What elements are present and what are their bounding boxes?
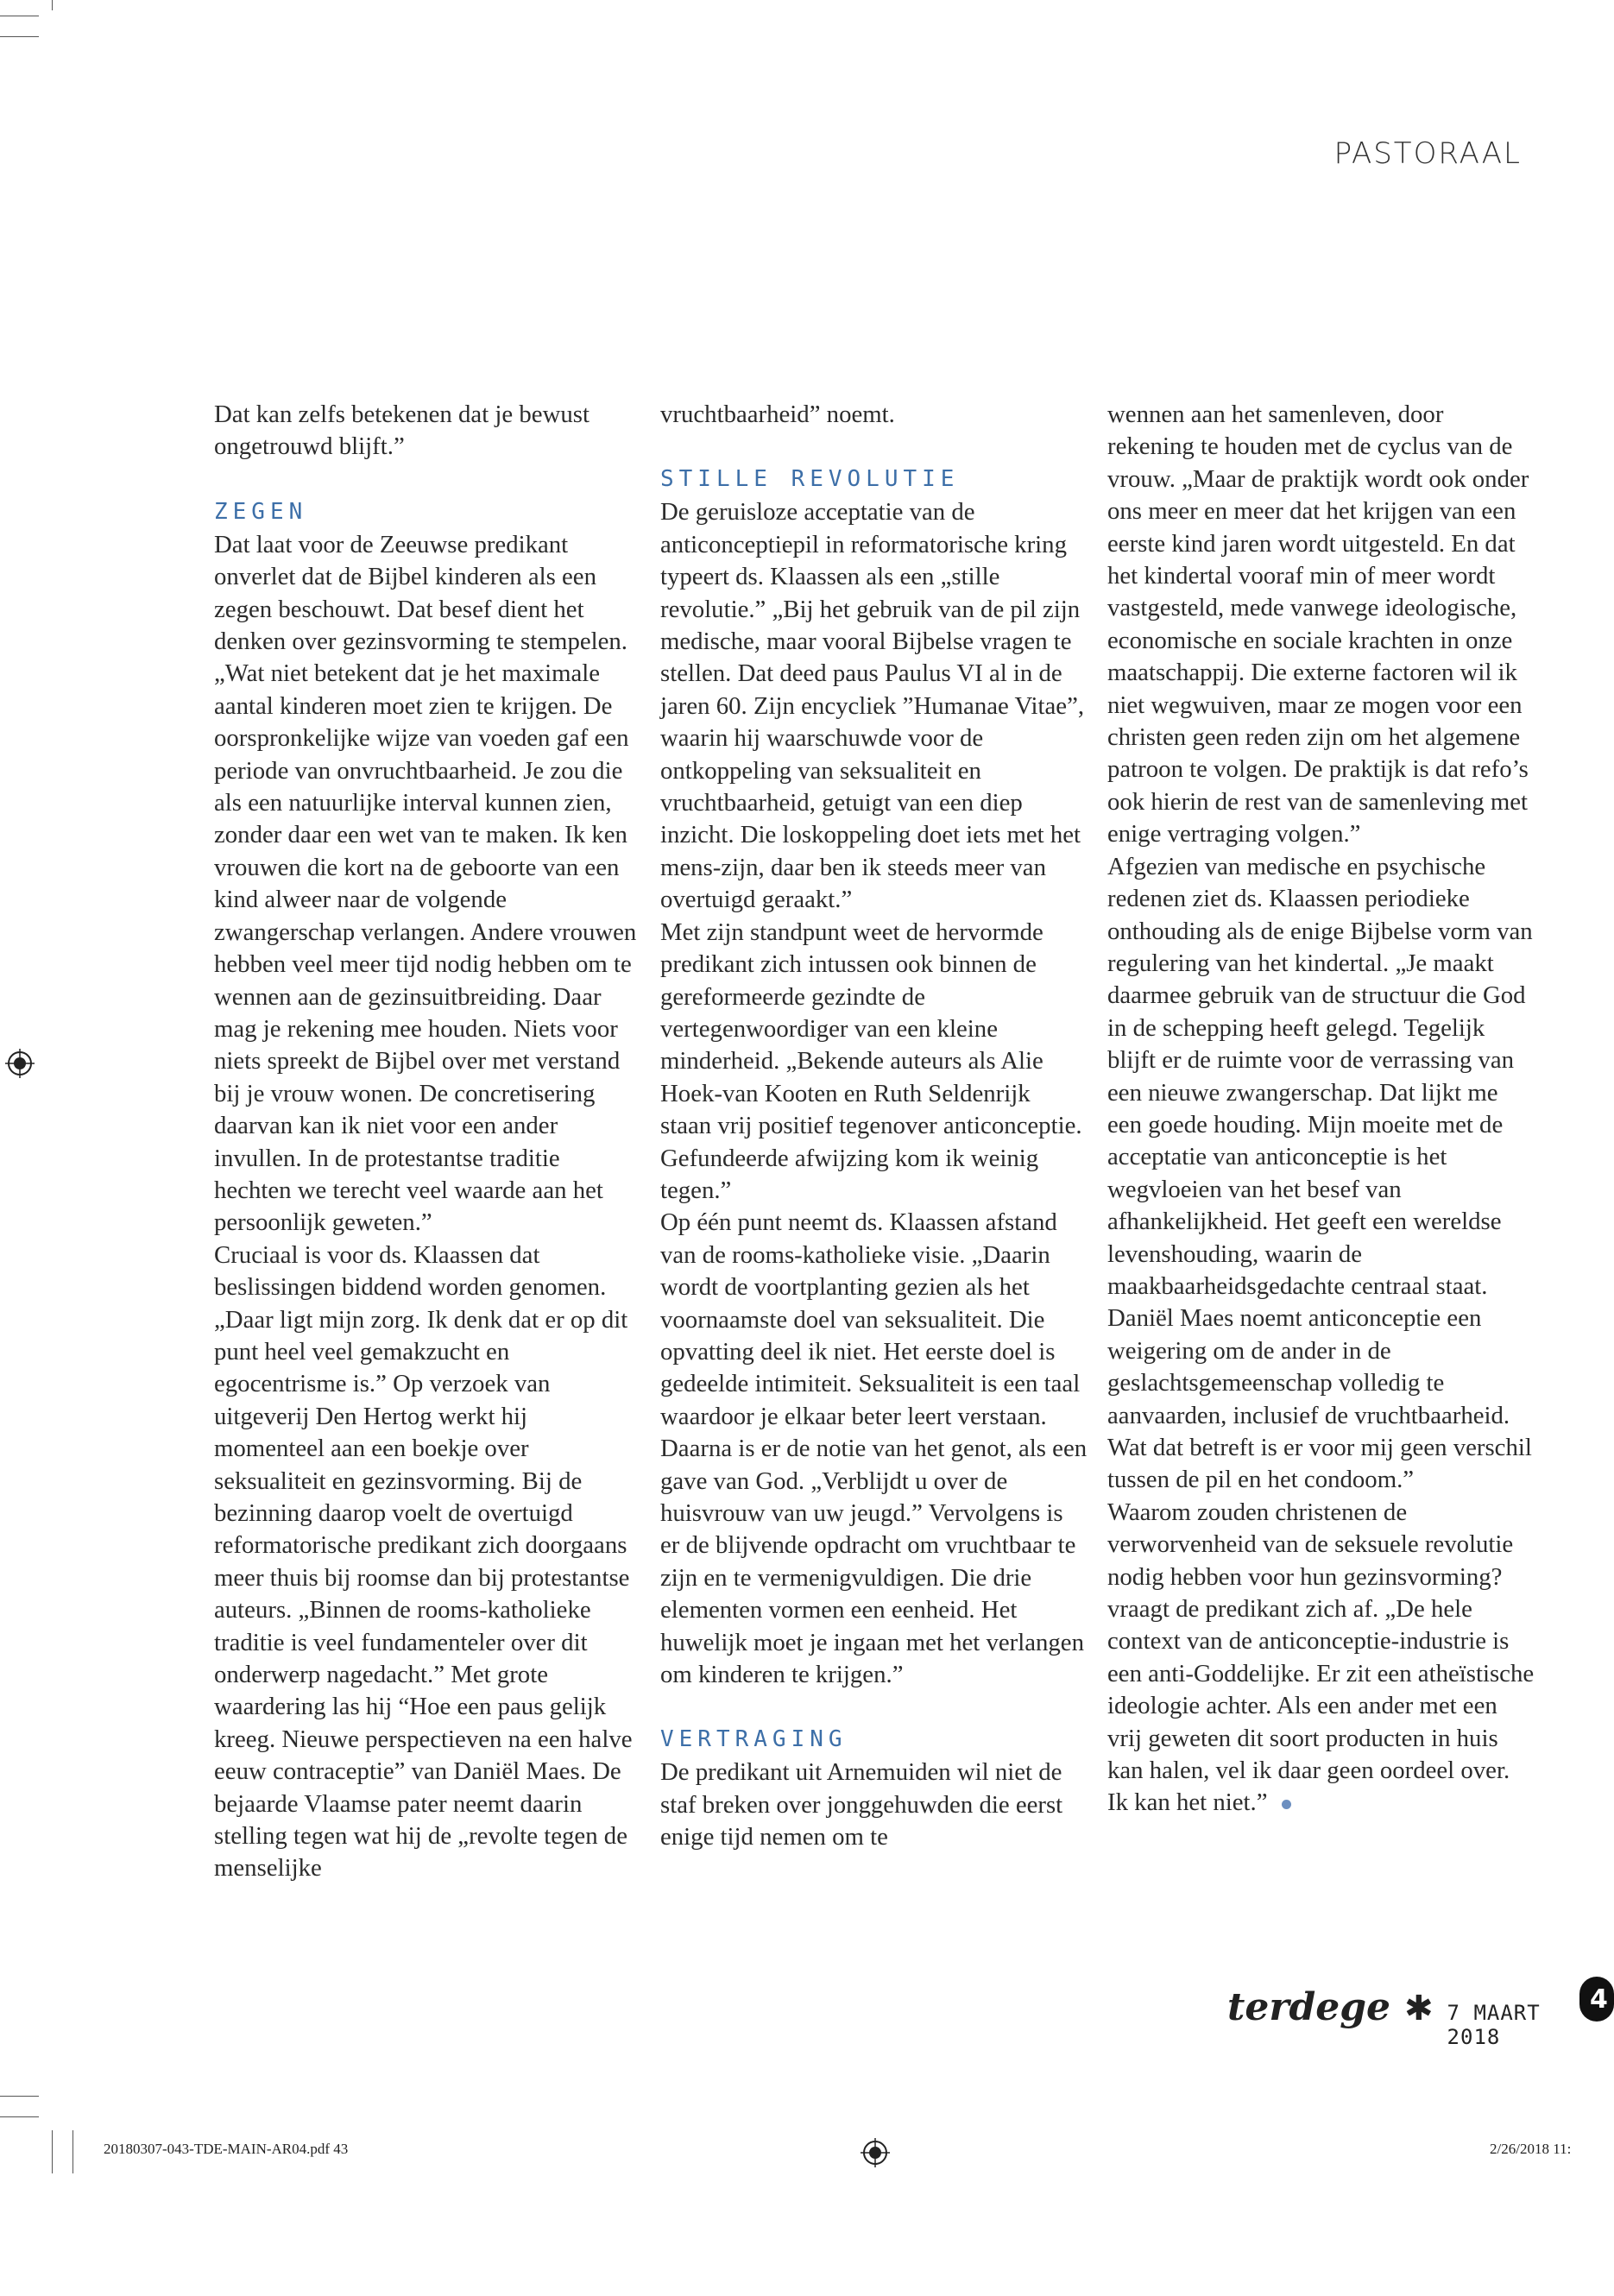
body-paragraph: De geruisloze acceptatie van de anticonceptiepil in reformatorische kring typeert ds. Klaassen als een „stille revolutie.” „Bij het gebruik van de pil zijn medische, maar vooral Bijbelse vragen te stellen. Dat deed paus Paulus VI al in de jaren 60. Zijn encycliek ”Humanae Vitae”, waarin hij waarschuwde voor de ontkoppeling van seksualiteit en vruchtbaarheid, getuigt van een diep inzicht. Die loskoppeling doet iets met het mens-zijn, daar ben ik steeds meer van overtuigd geraakt.”: [660, 498, 1085, 914]
article-column-3: [1107, 399, 1535, 1820]
page-number: 4: [1579, 1977, 1614, 2022]
section-heading: VERTRAGING: [660, 1726, 848, 1753]
body-paragraph: De predikant uit Arnemuiden wil niet de staf breken over jonggehuwden die eerst enige tijd nemen om te: [660, 1758, 1063, 1851]
crop-mark: [0, 36, 39, 37]
print-timestamp: 2/26/2018 11:: [1490, 2141, 1572, 2157]
body-paragraph: Dat kan zelfs betekenen dat je bewust ongetrouwd blijft.”: [214, 401, 589, 461]
registration-mark-icon: [861, 2138, 890, 2167]
body-paragraph: Met zijn standpunt weet de hervormde predikant zich intussen ook binnen de gereformeerde gezindte de vertegenwoordiger van een kleine minderheid. „Bekende auteurs als Alie Hoek-van Kooten en Ruth Seldenrijk staan vrij positief tegenover anticonceptie. Gefundeerde afwijzing kom ik weinig tegen.”: [660, 918, 1082, 1204]
star-separator: ✱: [1404, 1989, 1434, 2028]
body-paragraph: vruchtbaarheid” noemt.: [660, 401, 895, 428]
crop-mark: [0, 2096, 39, 2097]
body-paragraph: Waarom zouden christenen de verworvenheid van de seksuele revolutie nodig hebben voor hun gezinsvorming? vraagt de predikant zich af. „De hele context van de anticonceptie-industrie is een anti-Goddelijke. Er zit een atheïstische ideologie achter. Als een ander met een vrij geweten dit soort producten in huis kan halen, vel ik daar geen oordeel over. Ik kan het niet.”: [1107, 1498, 1535, 1817]
body-paragraph: Dat laat voor de Zeeuwse predikant onverlet dat de Bijbel kinderen als een zegen beschouwt. Dat besef dient het denken over gezinsvorming te stempelen. „Wat niet betekent dat je het maximale aantal kinderen moet zien te krijgen. De oorspronkelijke wijze van voeden gaf een periode van onvruchtbaarheid. Je zou die als een natuurlijke interval kunnen zien, zonder daar een wet van te maken. Ik ken vrouwen die kort na de geboorte van een kind alweer naar de volgende zwangerschap verlangen. Andere vrouwen hebben veel meer tijd nodig hebben om te wennen aan de gezinsuitbreiding. Daar mag je rekening mee houden. Niets voor niets spreekt de Bijbel over met verstand bij je vrouw wonen. De concretisering daarvan kan ik niet voor een ander invullen. In de protestantse traditie hechten we terecht veel waarde aan het persoonlijk geweten.”: [214, 530, 637, 1237]
article-column-1: [214, 399, 641, 1885]
body-paragraph: Op één punt neemt ds. Klaassen afstand van de rooms-katholieke visie. „Daarin wordt de voortplanting gezien als het voornaamste doel van seksualiteit. Die opvatting deel ik niet. Het eerste doel is gedeelde intimiteit. Seksualiteit is een taal waardoor je elkaar beter leert verstaan. Daarna is er de notie van het genot, als een gave van God. „Verblijdt u over de huisvrouw van uw jeugd.” Vervolgens is er de blijvende opdracht om vruchtbaar te zijn en te vermenigvuldigen. Die drie elementen vormen een eenheid. Het huwelijk moet je ingaan met het verlangen om kinderen te krijgen.”: [660, 1208, 1088, 1689]
file-slug: 20180307-043-TDE-MAIN-AR04.pdf 43: [104, 2141, 349, 2157]
crop-mark: [52, 0, 53, 10]
crop-mark: [52, 2130, 53, 2173]
crop-mark: [0, 2116, 39, 2117]
magazine-logo: terdege: [1227, 1985, 1391, 2029]
body-paragraph: Cruciaal is voor ds. Klaassen dat beslissingen biddend worden genomen. „Daar ligt mijn zorg. Ik denk dat er op dit punt heel veel gemakzucht en egocentrisme is.” Op verzoek van uitgeverij Den Hertog werkt hij momenteel aan een boekje over seksualiteit en gezinsvorming. Bij de bezinning daarop voelt de overtuigd reformatorische predikant zich doorgaans meer thuis bij roomse dan bij protestantse auteurs. „Binnen de rooms-katholieke traditie is veel fundamenteler over dit onderwerp nagedacht.” Met grote waardering las hij “Hoe een paus gelijk kreeg. Nieuwe perspectieven na een halve eeuw contraceptie” van Daniël Maes. De bejaarde Vlaamse pater neemt daarin stelling tegen wat hij de „revolte tegen de menselijke: [214, 1240, 633, 1883]
body-paragraph: wennen aan het samenleven, door rekening te houden met de cyclus van de vrouw. „Maar de praktijk wordt ook onder ons meer en meer dat het krijgen van een eerste kind jaren wordt uitgesteld. En dat het kindertal vooraf min of meer wordt vastgesteld, mede vanwege ideologische, economische en sociale krachten in onze maatschappij. Die externe factoren wil ik niet wegwuiven, maar ze mogen voor een christen geen reden zijn om het algemene patroon te volgen. De praktijk is dat refo’s ook hierin de rest van de samenleving met enige vertraging volgen.”: [1107, 401, 1529, 848]
page-footer: [1227, 1985, 1592, 2049]
article-column-2: [660, 399, 1088, 1854]
section-label: PASTORAAL: [1333, 136, 1522, 171]
body-paragraph: Afgezien van medische en psychische redenen ziet ds. Klaassen periodieke onthouding als de enige Bijbelse vorm van regulering van het kindertal. „Je maakt daarmee gebruik van de structuur die God in de schepping heeft gelegd. Tegelijk blijft er de ruimte voor de verrassing van een nieuwe zwangerschap. Dat lijkt me een goede houding. Mijn moeite met de acceptatie van anticonceptie is het wegvloeien van het besef van afhankelijkheid. Het geeft een wereldse levenshouding, waarin de maakbaarheidsgedachte centraal staat. Daniël Maes noemt anticonceptie een weigering om de ander in de geslachtsgemeenschap volledig te aanvaarden, inclusief de vruchtbaarheid. Wat dat betreft is er voor mij geen verschil tussen de pil en het condoom.”: [1107, 852, 1533, 1494]
end-of-article-icon: [1282, 1800, 1291, 1809]
section-heading: STILLE REVOLUTIE: [660, 466, 960, 493]
issue-date: 7 MAART 2018: [1447, 2001, 1541, 2049]
section-heading: ZEGEN: [214, 498, 308, 525]
registration-mark-icon: [5, 1049, 35, 1078]
